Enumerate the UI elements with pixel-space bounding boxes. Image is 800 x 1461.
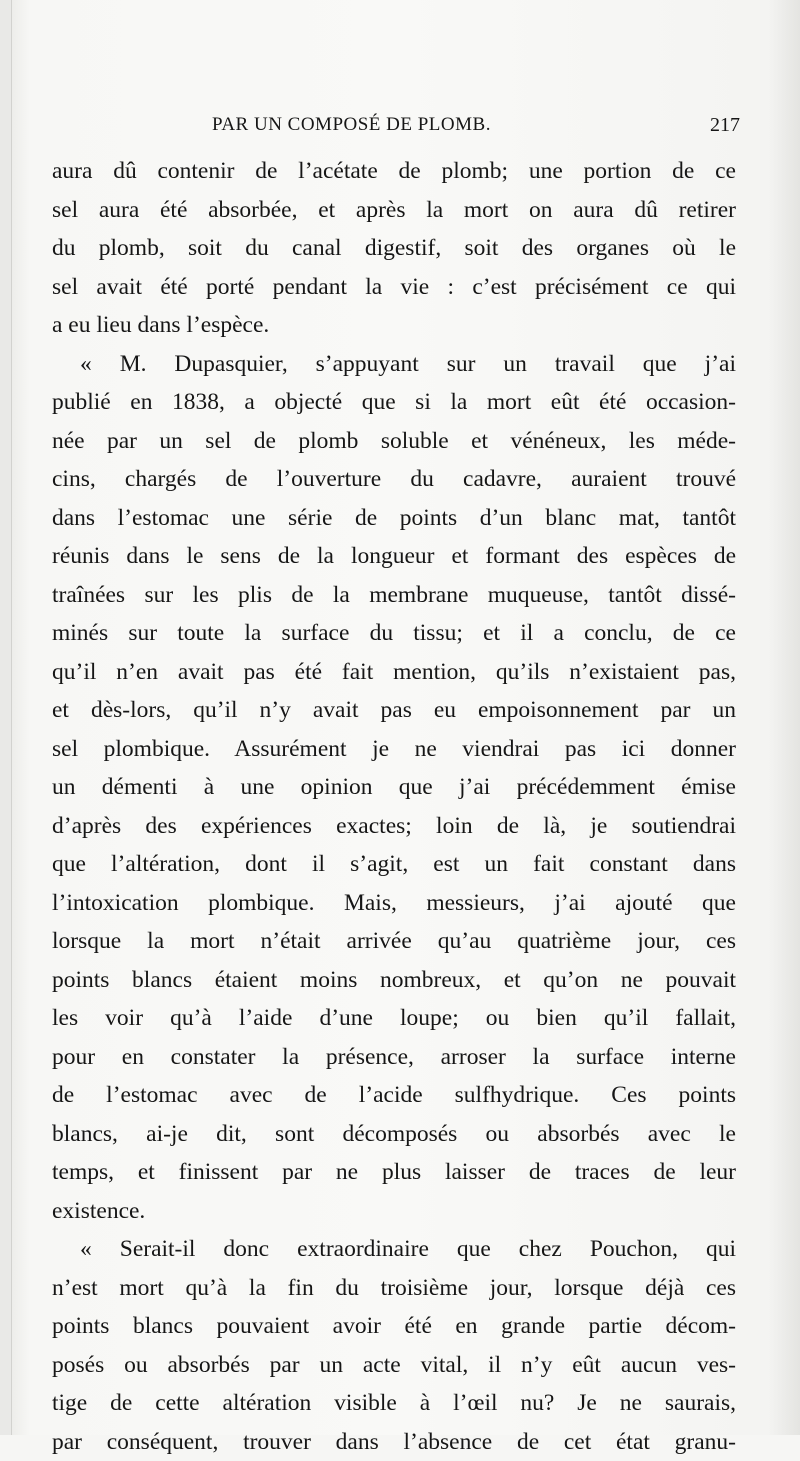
text-line: sel aura été absorbée, et après la mort on aura dû retirer [52,191,736,230]
text-line: et dès-lors, qu’il n’y avait pas eu empoisonnement par un [52,691,736,730]
text-line: lorsque la mort n’était arrivée qu’au quatrième jour, ces [52,922,736,961]
text-line: posés ou absorbés par un acte vital, il n’y eût aucun ves- [52,1346,736,1385]
text-line: les voir qu’à l’aide d’une loupe; ou bien qu’il fallait, [52,999,736,1038]
text-line: points blancs étaient moins nombreux, et qu’on ne pouvait [52,961,736,1000]
running-title: PAR UN COMPOSÉ DE PLOMB. [212,114,491,136]
page-number: 217 [710,114,740,137]
text-line: de l’estomac avec de l’acide sulfhydrique. Ces points [52,1076,736,1115]
text-line: que l’altération, dont il s’agit, est un fait constant dans [52,845,736,884]
text-line: née par un sel de plomb soluble et vénéneux, les méde- [52,422,736,461]
text-line: « Serait-il donc extraordinaire que chez Pouchon, qui [52,1230,736,1269]
text-line: d’après des expériences exactes; loin de là, je soutiendrai [52,807,736,846]
text-line: un démenti à une opinion que j’ai précédemment émise [52,768,736,807]
text-line: sel avait été porté pendant la vie : c’est précisément ce qui [52,268,736,307]
text-line: « M. Dupasquier, s’appuyant sur un travail que j’ai [52,345,736,384]
text-line: n’est mort qu’à la fin du troisième jour, lorsque déjà ces [52,1269,736,1308]
text-line: pour en constater la présence, arroser la surface interne [52,1038,736,1077]
text-line: qu’il n’en avait pas été fait mention, qu’ils n’existaient pas, [52,653,736,692]
text-line: cins, chargés de l’ouverture du cadavre, auraient trouvé [52,460,736,499]
body-text [52,152,736,1412]
text-line: du plomb, soit du canal digestif, soit des organes où le [52,229,736,268]
text-line: aura dû contenir de l’acétate de plomb; une portion de ce [52,152,736,191]
text-line: traînées sur les plis de la membrane muqueuse, tantôt dissé- [52,576,736,615]
text-line: tige de cette altération visible à l’œil nu? Je ne saurais, [52,1384,736,1423]
text-line: par conséquent, trouver dans l’absence de cet état granu- [52,1423,736,1461]
running-head [52,114,740,144]
text-line: blancs, ai-je dit, sont décomposés ou absorbés avec le [52,1115,736,1154]
text-line: temps, et finissent par ne plus laisser de traces de leur [52,1153,736,1192]
text-line: sel plombique. Assurément je ne viendrai pas ici donner [52,730,736,769]
text-line: publié en 1838, a objecté que si la mort eût été occasion- [52,383,736,422]
text-line: dans l’estomac une série de points d’un blanc mat, tantôt [52,499,736,538]
text-line: existence. [52,1192,736,1231]
text-line: l’intoxication plombique. Mais, messieurs, j’ai ajouté que [52,884,736,923]
text-line: points blancs pouvaient avoir été en grande partie décom- [52,1307,736,1346]
text-line: minés sur toute la surface du tissu; et il a conclu, de ce [52,614,736,653]
page-binding-edge [0,0,12,1435]
text-line: réunis dans le sens de la longueur et formant des espèces de [52,537,736,576]
text-line: a eu lieu dans l’espèce. [52,306,736,345]
